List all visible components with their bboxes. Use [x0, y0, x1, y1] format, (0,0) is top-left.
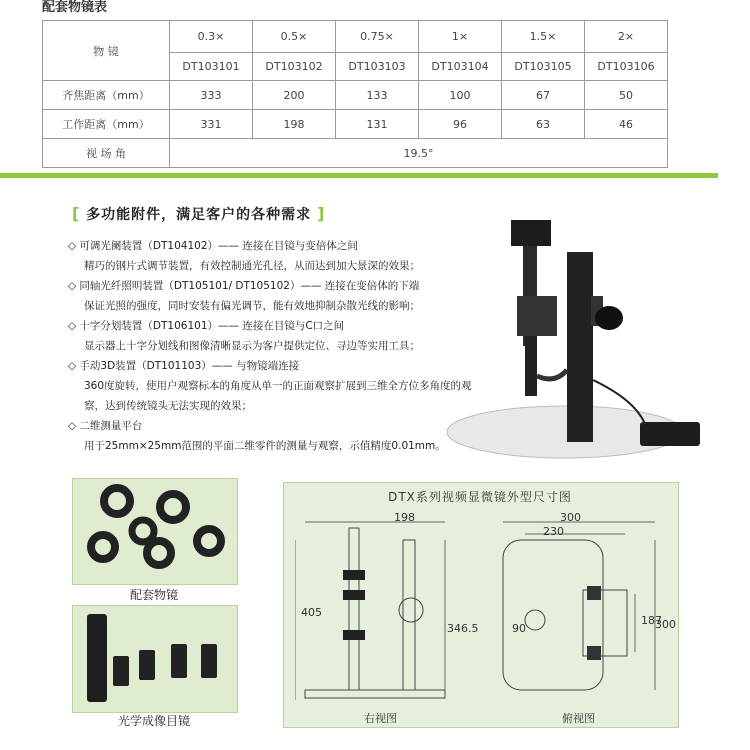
value-cell: 67 — [502, 81, 585, 110]
model-cell: DT103101 — [170, 53, 253, 81]
feature-heading-text: 多功能附件，满足客户的各种需求 — [86, 207, 312, 223]
lens-row-label: 物 镜 — [43, 21, 170, 81]
feature-desc: 精巧的钢片式调节装置，有效控制通光孔径，从而达到加大景深的效果； — [84, 260, 420, 272]
section-divider — [0, 173, 718, 178]
feature-title: ◇ 手动3D装置（DT101103）—— 与物镜端连接 — [68, 360, 300, 372]
top-w2-label: 230 — [543, 525, 564, 538]
dimension-title: DTX系列视频显微镜外型尺寸图 — [388, 490, 572, 504]
feature-title: ◇ 同轴光纤照明装置（DT105101/ DT105102）—— 连接在变倍体的下端 — [68, 280, 420, 292]
fov-value: 19.5° — [170, 139, 668, 168]
value-cell: 200 — [253, 81, 336, 110]
lens-caption: 配套物镜 — [129, 588, 178, 602]
feature-item — [68, 356, 488, 416]
mag-cell: 0.75× — [336, 21, 419, 53]
value-cell: 63 — [502, 110, 585, 139]
side-height2-label: 346.5 — [447, 622, 479, 635]
model-cell: DT103106 — [585, 53, 668, 81]
feature-desc: 保证光照的强度，同时安装有偏光调节，能有效地抑制杂散光线的影响； — [84, 300, 420, 312]
feature-title: ◇ 可调光阑装置（DT104102）—— 连接在目镜与变倍体之间 — [68, 240, 358, 252]
feature-desc: 用于25mm×25mm范围的平面二维零件的测量与观察，示值精度0.01mm。 — [84, 440, 446, 452]
value-cell: 131 — [336, 110, 419, 139]
value-cell: 331 — [170, 110, 253, 139]
feature-desc: 360度旋转，使用户观察标本的角度从单一的正面观察扩展到三维全方位多角度的观察，达到传统镜头无法实现的效果； — [84, 380, 472, 412]
parfocal-label: 齐焦距离（mm） — [43, 81, 170, 110]
fov-label: 视 场 角 — [43, 139, 170, 168]
feature-item — [68, 276, 488, 316]
value-cell: 96 — [419, 110, 502, 139]
model-cell: DT103102 — [253, 53, 336, 81]
mag-cell: 0.5× — [253, 21, 336, 53]
value-cell: 133 — [336, 81, 419, 110]
feature-title: ◇ 二维测量平台 — [68, 420, 143, 432]
feature-item — [68, 416, 488, 456]
mag-cell: 0.3× — [170, 21, 253, 53]
microscope-photo — [445, 200, 705, 462]
top-w1-label: 300 — [560, 511, 581, 524]
working-distance-label: 工作距离（mm） — [43, 110, 170, 139]
lens-photo — [72, 478, 238, 585]
objective-spec-table — [42, 20, 668, 168]
value-cell: 100 — [419, 81, 502, 110]
top-view-caption: 俯视图 — [562, 712, 595, 725]
bracket-left: [ — [72, 204, 81, 223]
feature-title: ◇ 十字分划装置（DT106101）—— 连接在目镜与C口之间 — [68, 320, 345, 332]
value-cell: 50 — [585, 81, 668, 110]
top-h2-label: 300 — [655, 618, 676, 631]
side-height-label: 405 — [301, 606, 322, 619]
feature-desc: 显示器上十字分划线和图像清晰显示为客户提供定位、寻边等实用工具； — [84, 340, 420, 352]
value-cell: 333 — [170, 81, 253, 110]
feature-item — [68, 236, 488, 276]
eyepiece-photo — [72, 605, 238, 713]
model-cell: DT103103 — [336, 53, 419, 81]
feature-heading — [72, 204, 325, 224]
bracket-right: ] — [317, 204, 326, 223]
top-h1-label: 187 — [641, 614, 662, 627]
model-cell: DT103105 — [502, 53, 585, 81]
value-cell: 198 — [253, 110, 336, 139]
top-small-label: 90 — [512, 622, 526, 635]
value-cell: 46 — [585, 110, 668, 139]
mag-cell: 2× — [585, 21, 668, 53]
eyepiece-caption: 光学成像目镜 — [117, 714, 190, 728]
feature-list — [68, 236, 488, 456]
side-width-label: 198 — [394, 511, 415, 524]
table-title: 配套物镜表 — [42, 0, 108, 15]
mag-cell: 1× — [419, 21, 502, 53]
mag-cell: 1.5× — [502, 21, 585, 53]
top-view-drawing — [495, 510, 665, 710]
model-cell: DT103104 — [419, 53, 502, 81]
feature-item — [68, 316, 488, 356]
side-view-caption: 右视图 — [364, 712, 397, 725]
